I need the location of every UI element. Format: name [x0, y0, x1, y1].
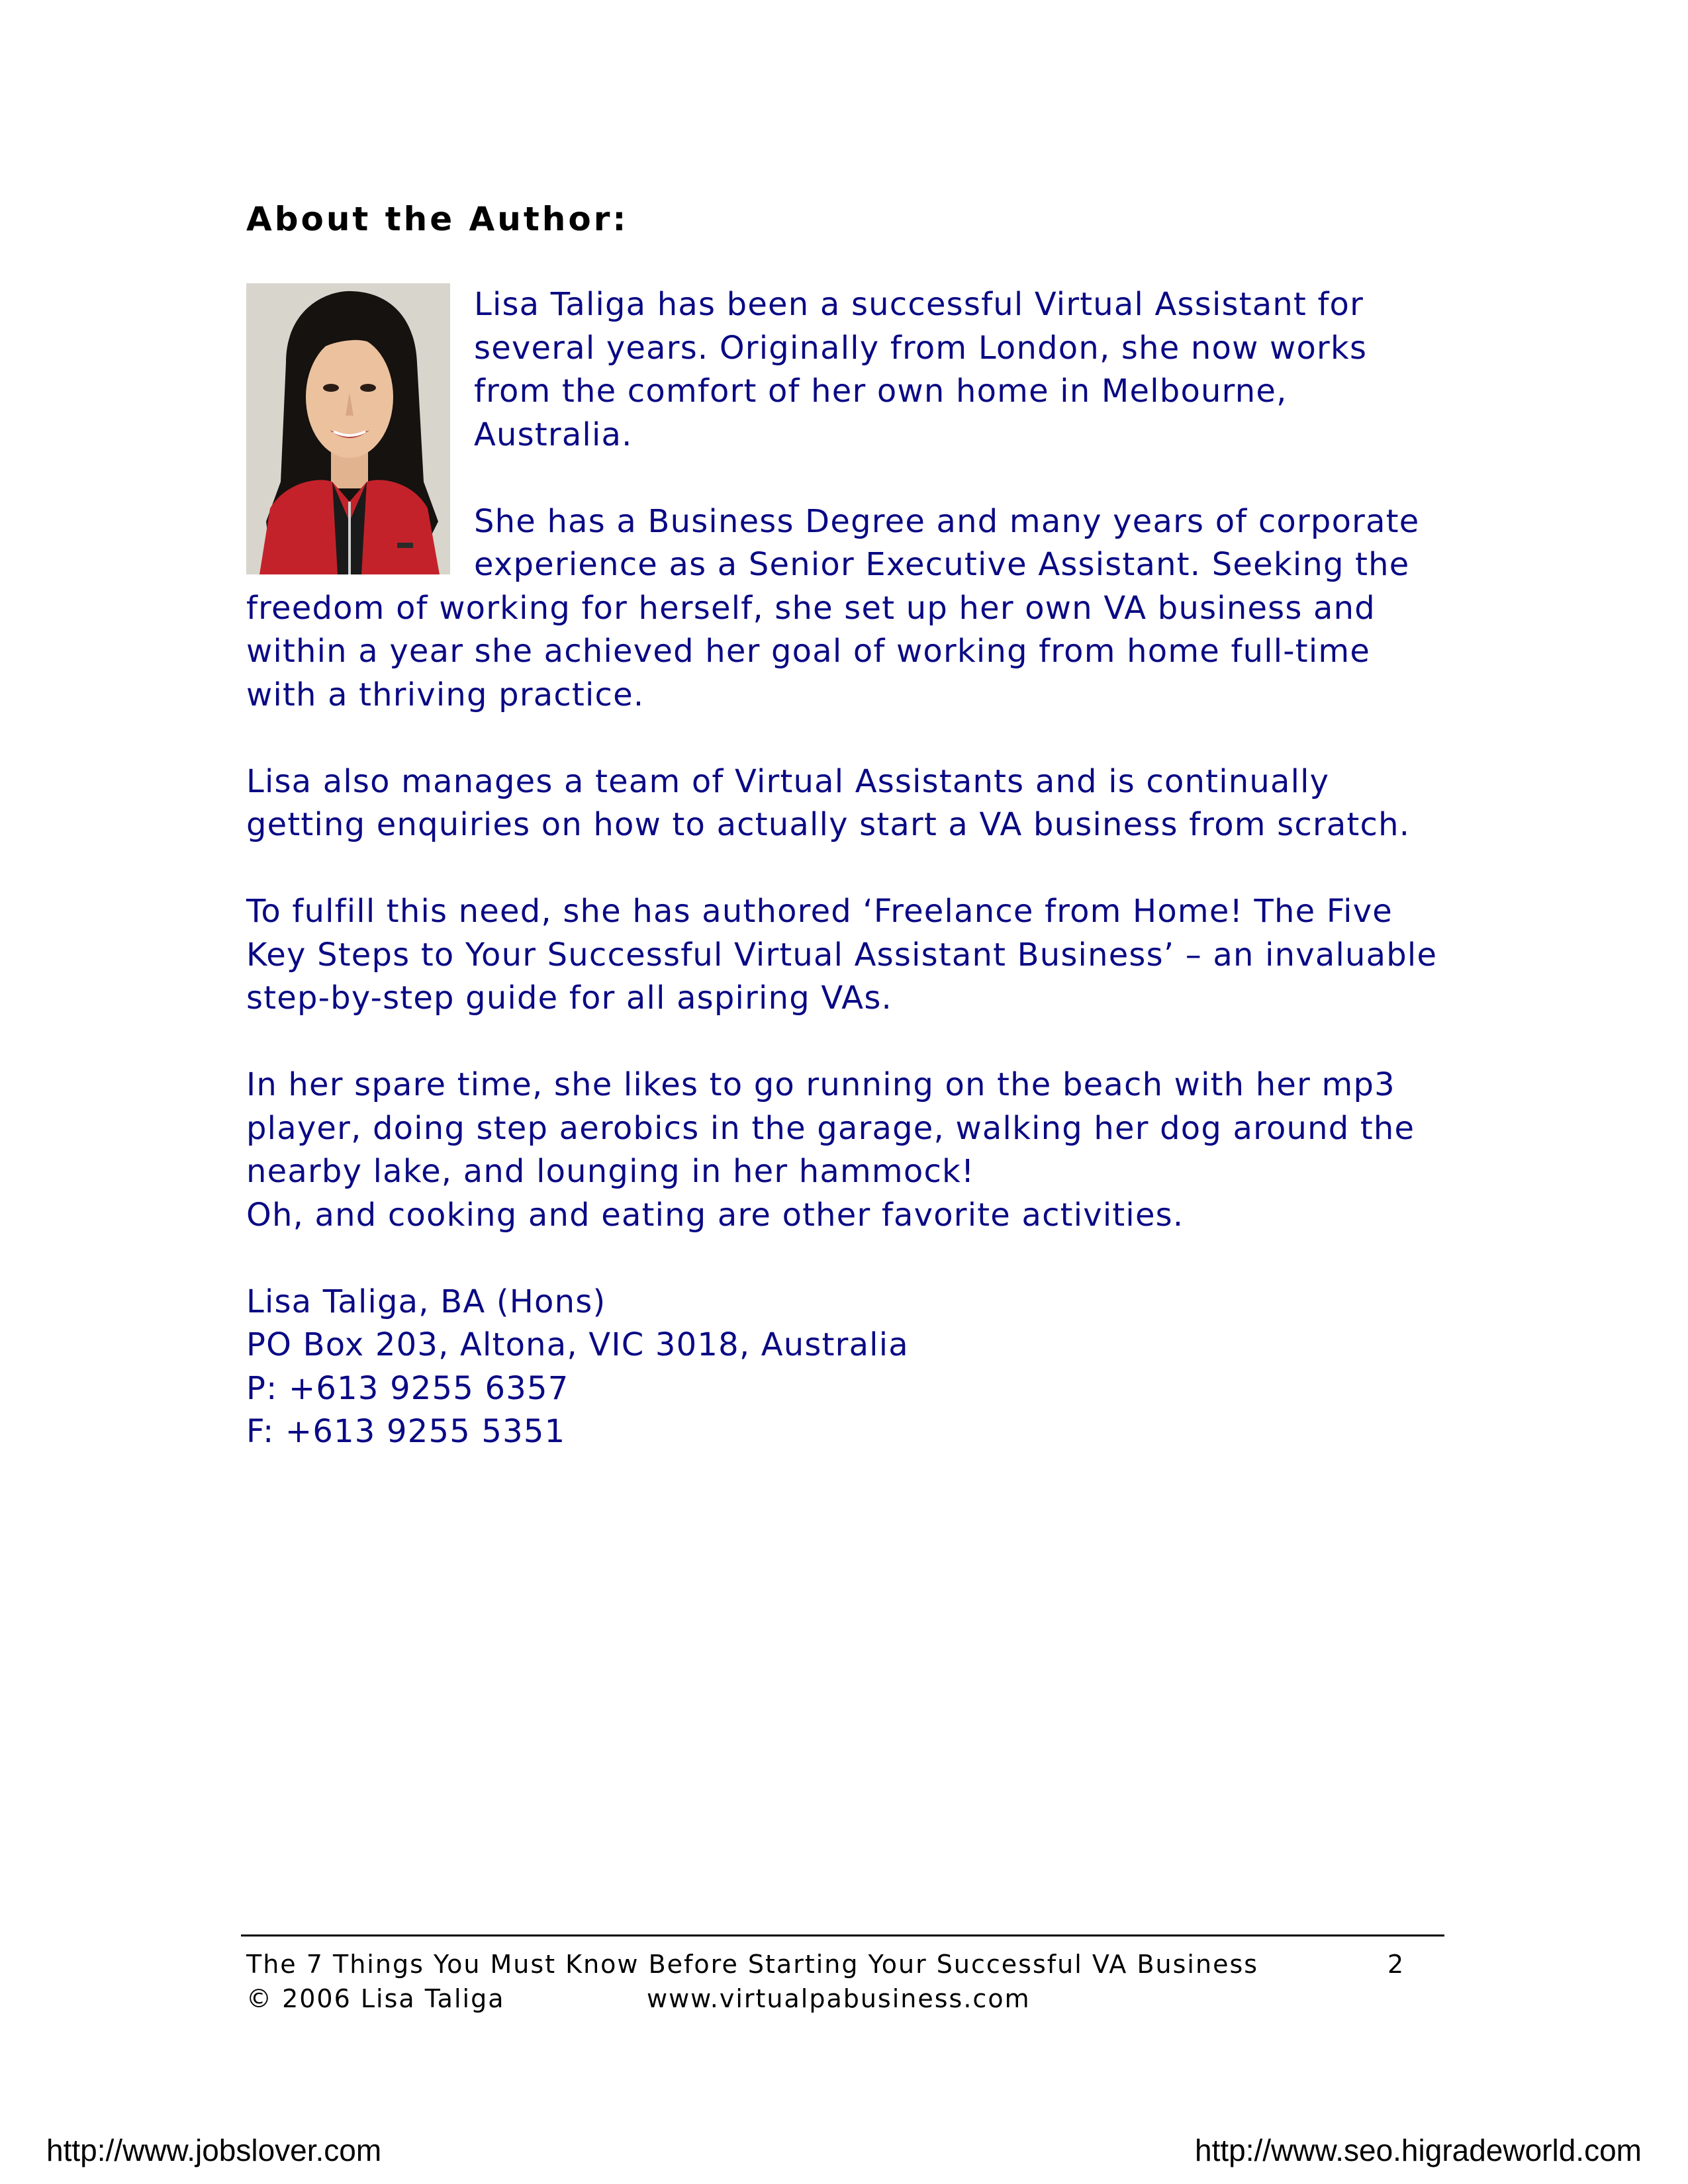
page-footer [246, 1947, 1438, 2016]
contact-address: PO Box 203, Altona, VIC 3018, Australia [246, 1326, 909, 1363]
bio-paragraph-5-line: In her spare time, she likes to go running on the beach with her mp3 player, doing step aerobics in the garage, walking her dog around the nearby lake, and lounging in her hammock! [246, 1066, 1415, 1190]
bio-paragraph-2: She has a Business Degree and many years of corporate experience as a Senior Executive Assistant. Seeking the freedom of working for herself, she set up her own VA business and within a year she achieved her goal of working from home full-time with a thriving practice. [246, 502, 1420, 713]
page-number: 2 [1387, 1950, 1405, 1979]
bio-paragraph-1: Lisa Taliga has been a successful Virtual Assistant for several years. Originally from London, she now works from the comfort of her own home in Melbourne, Australia. [474, 286, 1368, 453]
footer-title: The 7 Things You Must Know Before Starting Your Successful VA Business [246, 1950, 1259, 1979]
contact-phone: P: +613 9255 6357 [246, 1369, 569, 1407]
watermark-url-right[interactable]: http://www.seo.higradeworld.com [1195, 2133, 1642, 2167]
bio-paragraph-4: To fulfill this need, she has authored ‘Freelance from Home! The Five Key Steps to Your Successful Virtual Assistant Business’ – an invaluable step-by-step guide for all aspiring VAs. [246, 893, 1438, 1017]
contact-fax: F: +613 9255 5351 [246, 1413, 566, 1450]
bio-paragraph-5-last-line: Oh, and cooking and eating are other favorite activities. [246, 1196, 1184, 1234]
footer-divider [241, 1934, 1444, 1936]
contact-name: Lisa Taliga, BA (Hons) [246, 1283, 606, 1320]
footer-row-2 [246, 1981, 1438, 2016]
author-photo [246, 283, 450, 574]
bio-paragraph-3: Lisa also manages a team of Virtual Assistants and is continually getting enquiries on how to actually start a VA business from scratch. [246, 762, 1411, 843]
footer-row-1 [246, 1947, 1438, 1981]
author-bio [246, 283, 1444, 1497]
page-title: About the Author: [246, 200, 629, 238]
footer-website-link[interactable]: www.virtualpabusiness.com [647, 1984, 1031, 2013]
contact-block [246, 1281, 1444, 1454]
bio-paragraph-5 [246, 1064, 1444, 1237]
footer-copyright: © 2006 Lisa Taliga [246, 1984, 505, 2013]
watermark-url-left[interactable]: http://www.jobslover.com [46, 2133, 382, 2167]
author-portrait-image [246, 283, 450, 574]
